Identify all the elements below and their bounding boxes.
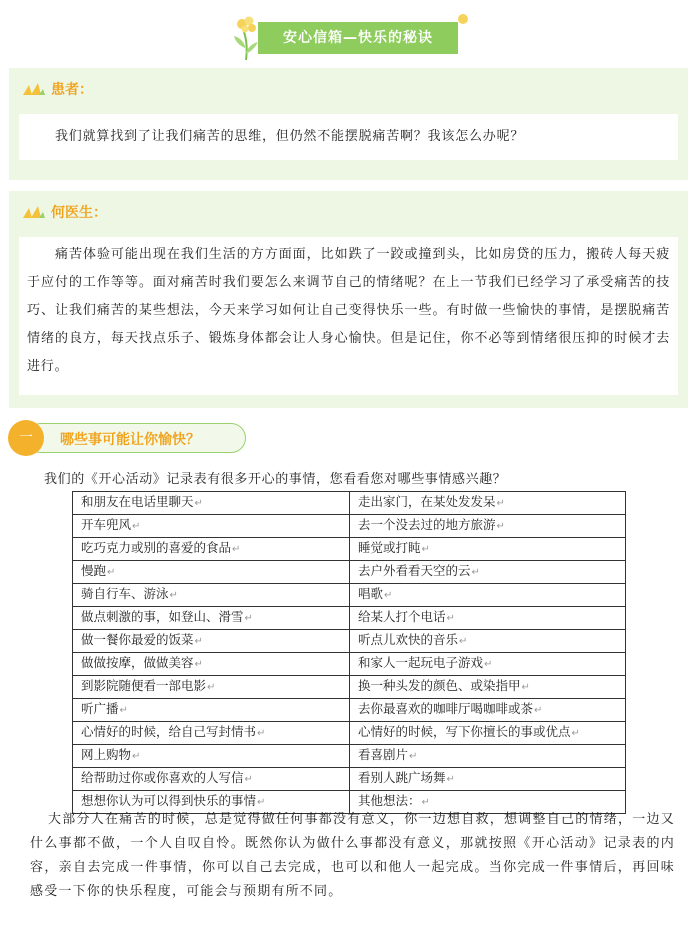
table-cell	[350, 745, 626, 768]
table-cell	[350, 492, 626, 515]
activity-text: 听广播	[81, 701, 119, 716]
table-cell	[350, 722, 626, 745]
activity-text: 给帮助过你或你喜欢的人写信	[81, 770, 244, 785]
table-row	[73, 630, 626, 653]
table-row	[73, 699, 626, 722]
activity-text: 网上购物	[81, 747, 132, 762]
patient-panel	[9, 68, 688, 180]
paragraph-mark-icon: ↵	[107, 567, 116, 578]
paragraph-mark-icon: ↵	[571, 728, 580, 739]
activity-text: 去一个没去过的地方旅游	[358, 517, 496, 532]
table-row	[73, 538, 626, 561]
table-row	[73, 768, 626, 791]
table-cell	[73, 492, 350, 515]
table-cell	[73, 722, 350, 745]
paragraph-mark-icon: ↵	[194, 659, 203, 670]
activity-text: 看喜剧片	[358, 747, 409, 762]
table-cell	[350, 653, 626, 676]
table-cell	[73, 607, 350, 630]
section-title: 哪些事可能让你愉快？	[60, 432, 200, 448]
paragraph-mark-icon: ↵	[534, 705, 543, 716]
activity-text: 去户外看看天空的云	[358, 563, 471, 578]
paragraph-mark-icon: ↵	[257, 728, 266, 739]
patient-question-box	[19, 114, 678, 160]
paragraph-mark-icon: ↵	[421, 797, 430, 808]
table-cell	[73, 561, 350, 584]
paragraph-mark-icon: ↵	[446, 613, 455, 624]
patient-question-text: 我们就算找到了让我们痛苦的思维，但仍然不能摆脱痛苦啊？我该怎么办呢？	[55, 129, 525, 144]
activity-text: 做点刺激的事，如登山、滑雪	[81, 609, 244, 624]
table-row	[73, 653, 626, 676]
paragraph-mark-icon: ↵	[484, 659, 493, 670]
activity-text: 听点儿欢快的音乐	[358, 632, 459, 647]
activity-text: 心情好的时候，给自己写封情书	[81, 724, 257, 739]
paragraph-mark-icon: ↵	[169, 590, 178, 601]
doctor-header	[21, 201, 107, 223]
table-row	[73, 584, 626, 607]
paragraph-mark-icon: ↵	[446, 774, 455, 785]
activity-text: 去你最喜欢的咖啡厅喝咖啡或茶	[358, 701, 534, 716]
table-row	[73, 492, 626, 515]
paragraph-mark-icon: ↵	[471, 567, 480, 578]
table-cell	[350, 768, 626, 791]
paragraph-mark-icon: ↵	[244, 613, 253, 624]
paragraph-mark-icon: ↵	[244, 774, 253, 785]
table-cell	[350, 630, 626, 653]
activity-text: 换一种头发的颜色、或染指甲	[358, 678, 521, 693]
table-cell	[350, 561, 626, 584]
table-row	[73, 722, 626, 745]
activity-text: 和朋友在电话里聊天	[81, 494, 194, 509]
paragraph-mark-icon: ↵	[496, 521, 505, 532]
activities-table	[72, 491, 626, 814]
closing-paragraph: 大部分人在痛苦的时候，总是觉得做任何事都没有意义，你一边想自救，想调整自己的情绪，一边又什么事都不做，一个人自叹自怜。既然你认为做什么事都没有意义，那就按照《开心活动》记录表的内容，亲自去完成一件事情，你可以自己去完成，也可以和他人一起完成。当你完成一件事情后，再回味感受一下你的快乐程度，可能会与预期有所不同。	[30, 812, 675, 899]
table-cell	[73, 515, 350, 538]
paragraph-mark-icon: ↵	[194, 498, 203, 509]
activity-text: 其他想法：	[358, 793, 421, 808]
table-row	[73, 745, 626, 768]
activity-text: 和家人一起玩电子游戏	[358, 655, 484, 670]
table-cell	[73, 768, 350, 791]
table-row	[73, 607, 626, 630]
table-cell	[73, 584, 350, 607]
activity-text: 做一餐你最爱的饭菜	[81, 632, 194, 647]
activity-text: 唱歌	[358, 586, 384, 601]
table-row	[73, 676, 626, 699]
paragraph-mark-icon: ↵	[257, 797, 266, 808]
paragraph-mark-icon: ↵	[194, 636, 203, 647]
activity-text: 慢跑	[81, 563, 107, 578]
table-cell	[350, 607, 626, 630]
table-cell	[350, 584, 626, 607]
activity-text: 心情好的时候，写下你擅长的事或优点	[358, 724, 571, 739]
paragraph-mark-icon: ↵	[384, 590, 393, 601]
paragraph-mark-icon: ↵	[409, 751, 418, 762]
activity-text: 给某人打个电话	[358, 609, 446, 624]
paragraph-mark-icon: ↵	[232, 544, 241, 555]
header-banner	[232, 14, 472, 62]
activity-text: 做做按摩，做做美容	[81, 655, 194, 670]
table-cell	[73, 676, 350, 699]
sprout-icon	[21, 81, 47, 97]
section-number: 一	[8, 420, 44, 456]
activity-text: 睡觉或打盹	[358, 540, 421, 555]
paragraph-mark-icon: ↵	[459, 636, 468, 647]
doctor-label: 何医生：	[51, 205, 107, 221]
table-cell	[350, 515, 626, 538]
activity-text: 吃巧克力或别的喜爱的食品	[81, 540, 232, 555]
paragraph-mark-icon: ↵	[496, 498, 505, 509]
paragraph-mark-icon: ↵	[119, 705, 128, 716]
intro-text: 我们的《开心活动》记录表有很多开心的事情，您看看您对哪些事情感兴趣？	[44, 472, 507, 487]
doctor-answer-box	[19, 237, 678, 395]
table-cell	[73, 699, 350, 722]
doctor-panel	[9, 191, 688, 408]
table-cell	[350, 699, 626, 722]
table-cell	[73, 630, 350, 653]
section-heading	[8, 420, 248, 456]
paragraph-mark-icon: ↵	[421, 544, 430, 555]
doctor-answer-text: 痛苦体验可能出现在我们生活的方方面面，比如跌了一跤或撞到头，比如房贷的压力，搬砖人每天疲于应付的工作等等。面对痛苦时我们要怎么来调节自己的情绪呢？在上一节我们已经学习了承受痛苦的技巧、让我们痛苦的某些想法，今天来学习如何让自己变得快乐一些。有时做一些愉快的事情，是摆脱痛苦情绪的良方，每天找点乐子、锻炼身体都会让人身心愉快。但是记住，你不必等到情绪很压抑的时候才去进行。	[27, 247, 670, 374]
table-cell	[73, 653, 350, 676]
paragraph-mark-icon: ↵	[521, 682, 530, 693]
activity-text: 看别人跳广场舞	[358, 770, 446, 785]
decorative-dot	[458, 14, 468, 24]
patient-label: 患者：	[51, 82, 93, 98]
paragraph-mark-icon: ↵	[132, 521, 141, 532]
table-cell	[350, 676, 626, 699]
banner-title: 安心信箱—快乐的秘诀	[258, 22, 458, 54]
table-cell	[350, 538, 626, 561]
table-row	[73, 561, 626, 584]
table-row	[73, 515, 626, 538]
table-cell	[73, 538, 350, 561]
activity-text: 开车兜风	[81, 517, 132, 532]
patient-header	[21, 78, 93, 100]
activity-text: 骑自行车、游泳	[81, 586, 169, 601]
activity-text: 想想你认为可以得到快乐的事情	[81, 793, 257, 808]
sprout-icon	[21, 204, 47, 220]
paragraph-mark-icon: ↵	[132, 751, 141, 762]
activity-text: 到影院随便看一部电影	[81, 678, 207, 693]
table-cell	[73, 745, 350, 768]
activity-text: 走出家门，在某处发发呆	[358, 494, 496, 509]
paragraph-mark-icon: ↵	[207, 682, 216, 693]
